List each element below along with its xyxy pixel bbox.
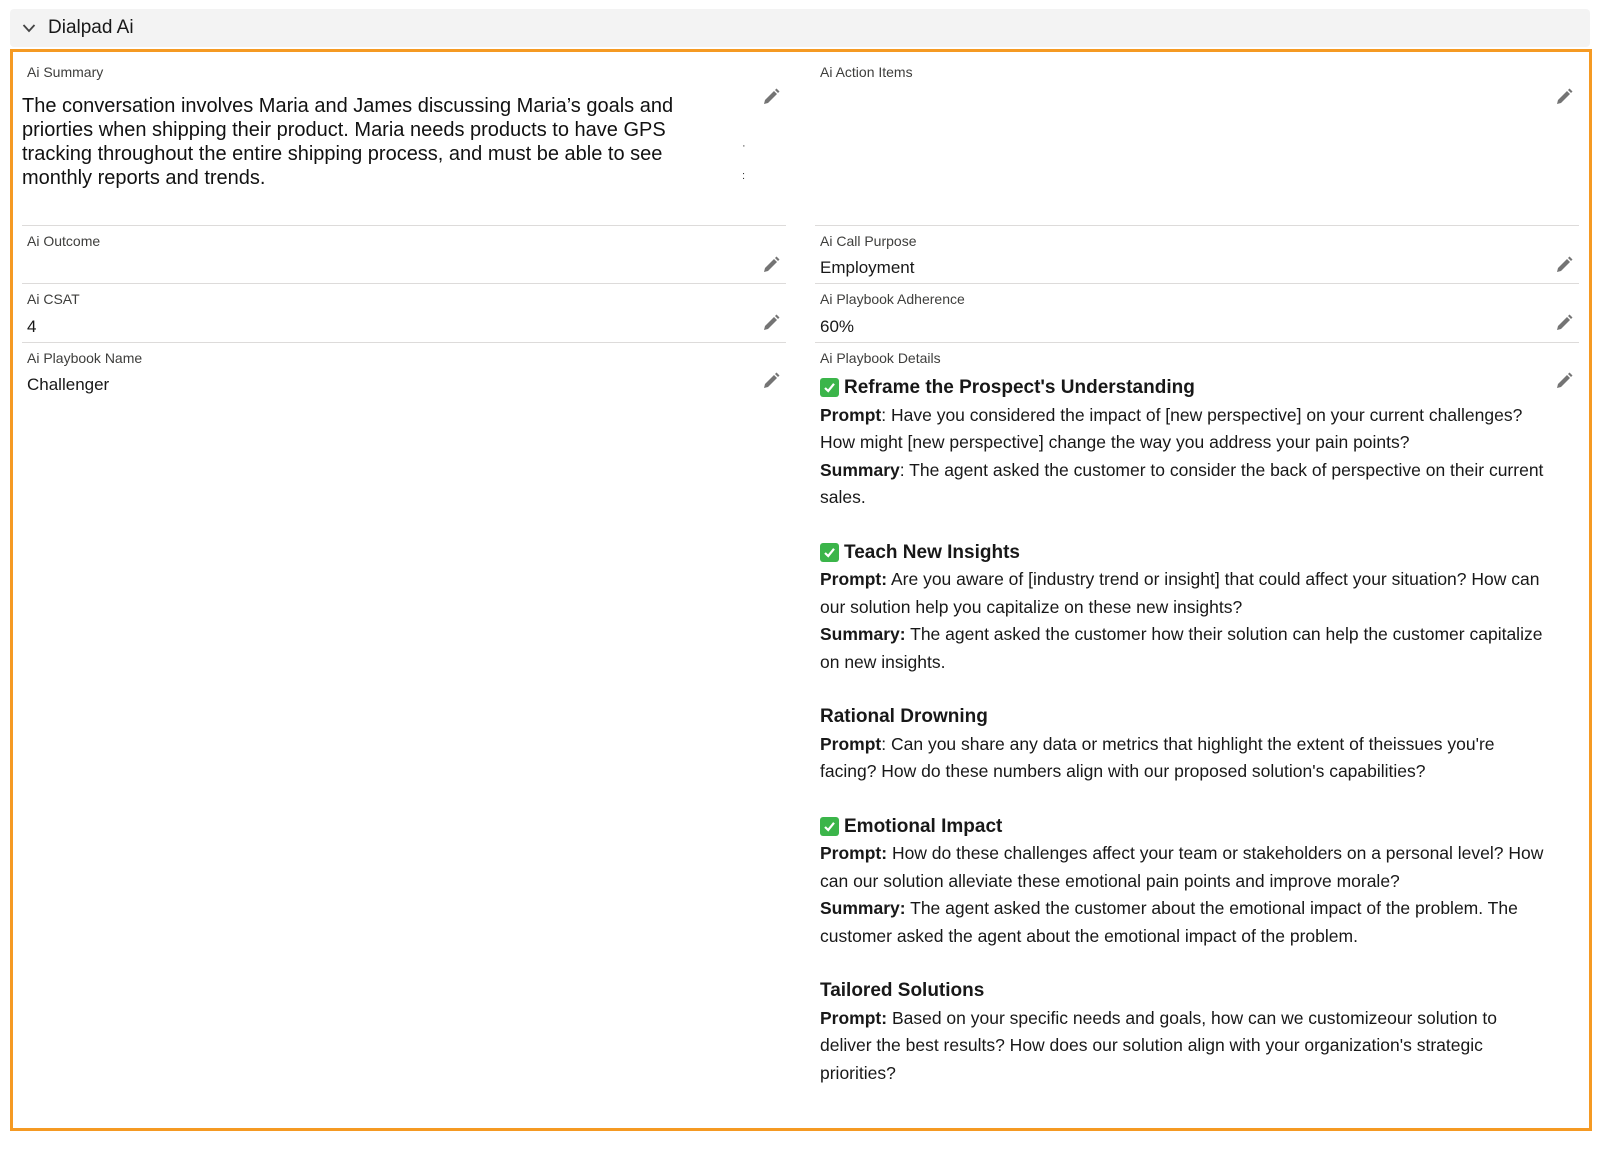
field-ai-playbook-adherence bbox=[815, 291, 1575, 337]
playbook-item-title-text: Teach New Insights bbox=[844, 541, 1020, 563]
divider bbox=[22, 225, 786, 226]
summary-text: The agent asked the customer about the emotional impact of the problem. The customer asked the agent about the emotional impact of the problem. bbox=[820, 898, 1518, 946]
playbook-item-title bbox=[820, 374, 1550, 402]
summary-label: Summary bbox=[820, 459, 900, 480]
playbook-item-title bbox=[820, 977, 1550, 1005]
playbook-item-prompt bbox=[820, 731, 1550, 786]
prompt-label: Prompt: bbox=[820, 569, 888, 589]
playbook-item-title-text: Rational Drowning bbox=[820, 706, 988, 727]
field-ai-csat bbox=[22, 291, 782, 337]
summary-text: : The agent asked the customer to consider the back of perspective on their current sales. bbox=[820, 459, 1544, 507]
playbook-item-title-text: Reframe the Prospect's Understanding bbox=[844, 377, 1195, 398]
check-mark-button-icon bbox=[820, 817, 839, 836]
playbook-item-title-text: Emotional Impact bbox=[844, 815, 1003, 837]
pencil-icon[interactable] bbox=[762, 372, 780, 390]
playbook-item-prompt bbox=[820, 840, 1550, 895]
check-mark-button-icon bbox=[820, 543, 839, 562]
divider bbox=[815, 283, 1579, 284]
prompt-label: Prompt: bbox=[820, 843, 888, 863]
summary-line: monthly reports and trends. bbox=[22, 167, 266, 189]
section-header[interactable] bbox=[10, 9, 1590, 47]
pencil-icon[interactable] bbox=[1555, 88, 1573, 106]
summary-line: priorties when shipping their product. Maria needs products to have GPS bbox=[22, 119, 666, 141]
field-label: Ai Playbook Details bbox=[820, 350, 941, 366]
playbook-item-prompt bbox=[820, 566, 1550, 621]
playbook-item-title bbox=[820, 813, 1550, 841]
field-label: Ai CSAT bbox=[27, 291, 80, 307]
summary-line: The conversation involves Maria and James discussing Maria’s goals and bbox=[22, 95, 674, 117]
playbook-item-title bbox=[820, 703, 1550, 731]
prompt-text: Are you aware of [industry trend or insight] that could affect your situation? How can our solution help you capitalize on these new insights? bbox=[820, 569, 1540, 617]
field-value: Challenger bbox=[27, 375, 110, 394]
field-label: Ai Call Purpose bbox=[820, 233, 917, 249]
pencil-icon[interactable] bbox=[1555, 256, 1573, 274]
playbook-item bbox=[820, 813, 1550, 951]
field-ai-playbook-details bbox=[815, 350, 1575, 1120]
playbook-item-title bbox=[820, 539, 1550, 567]
summary-text: The agent asked the customer how their solution can help the customer capitalize on new insights. bbox=[820, 624, 1543, 672]
section-title: Dialpad Ai bbox=[48, 17, 134, 38]
playbook-item bbox=[820, 539, 1550, 677]
field-ai-playbook-name bbox=[22, 350, 782, 396]
field-value: 60% bbox=[820, 317, 855, 336]
pencil-icon[interactable] bbox=[1555, 314, 1573, 332]
divider bbox=[22, 283, 786, 284]
playbook-item-summary bbox=[820, 621, 1550, 676]
pencil-icon[interactable] bbox=[762, 314, 780, 332]
playbook-item-summary bbox=[820, 457, 1550, 512]
playbook-item-summary bbox=[820, 895, 1550, 950]
field-ai-call-purpose bbox=[815, 233, 1575, 279]
field-label: Ai Outcome bbox=[27, 233, 101, 249]
field-value: 4 bbox=[27, 317, 37, 336]
chevron-down-icon[interactable] bbox=[22, 21, 36, 35]
field-label: Ai Playbook Adherence bbox=[820, 291, 965, 307]
summary-label: Summary: bbox=[820, 898, 906, 918]
prompt-text: : Can you share any data or metrics that highlight the extent of theissues you're facing? How do these numbers align with our proposed solution's capabilities? bbox=[820, 733, 1495, 781]
divider bbox=[815, 225, 1579, 226]
pencil-icon[interactable] bbox=[762, 88, 780, 106]
playbook-item-prompt bbox=[820, 402, 1550, 457]
playbook-item bbox=[820, 703, 1550, 786]
field-ai-outcome bbox=[22, 233, 782, 279]
prompt-label: Prompt: bbox=[820, 1007, 888, 1028]
check-mark-button-icon bbox=[820, 378, 839, 397]
field-value: Employment bbox=[820, 258, 915, 277]
prompt-text: How do these challenges affect your team or stakeholders on a personal level? How can our solution alleviate these emotional pain points and improve morale? bbox=[820, 843, 1544, 891]
field-ai-summary bbox=[22, 64, 782, 224]
playbook-details-list bbox=[820, 374, 1550, 1114]
playbook-item-title-text: Tailored Solutions bbox=[820, 980, 985, 1001]
playbook-item-prompt bbox=[820, 1005, 1550, 1088]
prompt-text: : Have you considered the impact of [new perspective] on your current challenges? How might [new perspective] change the way you address your pain points? bbox=[820, 404, 1523, 452]
summary-text bbox=[22, 94, 722, 190]
playbook-item bbox=[820, 374, 1550, 512]
summary-line: tracking throughout the entire shipping process, and must be able to see bbox=[22, 143, 663, 165]
field-label: Ai Summary bbox=[27, 64, 104, 80]
prompt-text: Based on your specific needs and goals, how can we customizeour solution to deliver the best results? How does our solution align with your organization's strategic priorities? bbox=[820, 1007, 1498, 1083]
pencil-icon[interactable] bbox=[762, 256, 780, 274]
summary-label: Summary: bbox=[820, 624, 906, 644]
playbook-item bbox=[820, 977, 1550, 1087]
field-ai-action-items bbox=[815, 64, 1575, 214]
field-label: Ai Action Items bbox=[820, 64, 913, 80]
pencil-icon[interactable] bbox=[1555, 372, 1573, 390]
field-label: Ai Playbook Name bbox=[27, 350, 143, 366]
prompt-label: Prompt bbox=[820, 404, 882, 425]
stray-mark: : bbox=[742, 170, 746, 182]
prompt-label: Prompt bbox=[820, 733, 882, 754]
divider bbox=[815, 342, 1579, 343]
divider bbox=[22, 342, 786, 343]
stray-mark: · bbox=[742, 140, 746, 152]
